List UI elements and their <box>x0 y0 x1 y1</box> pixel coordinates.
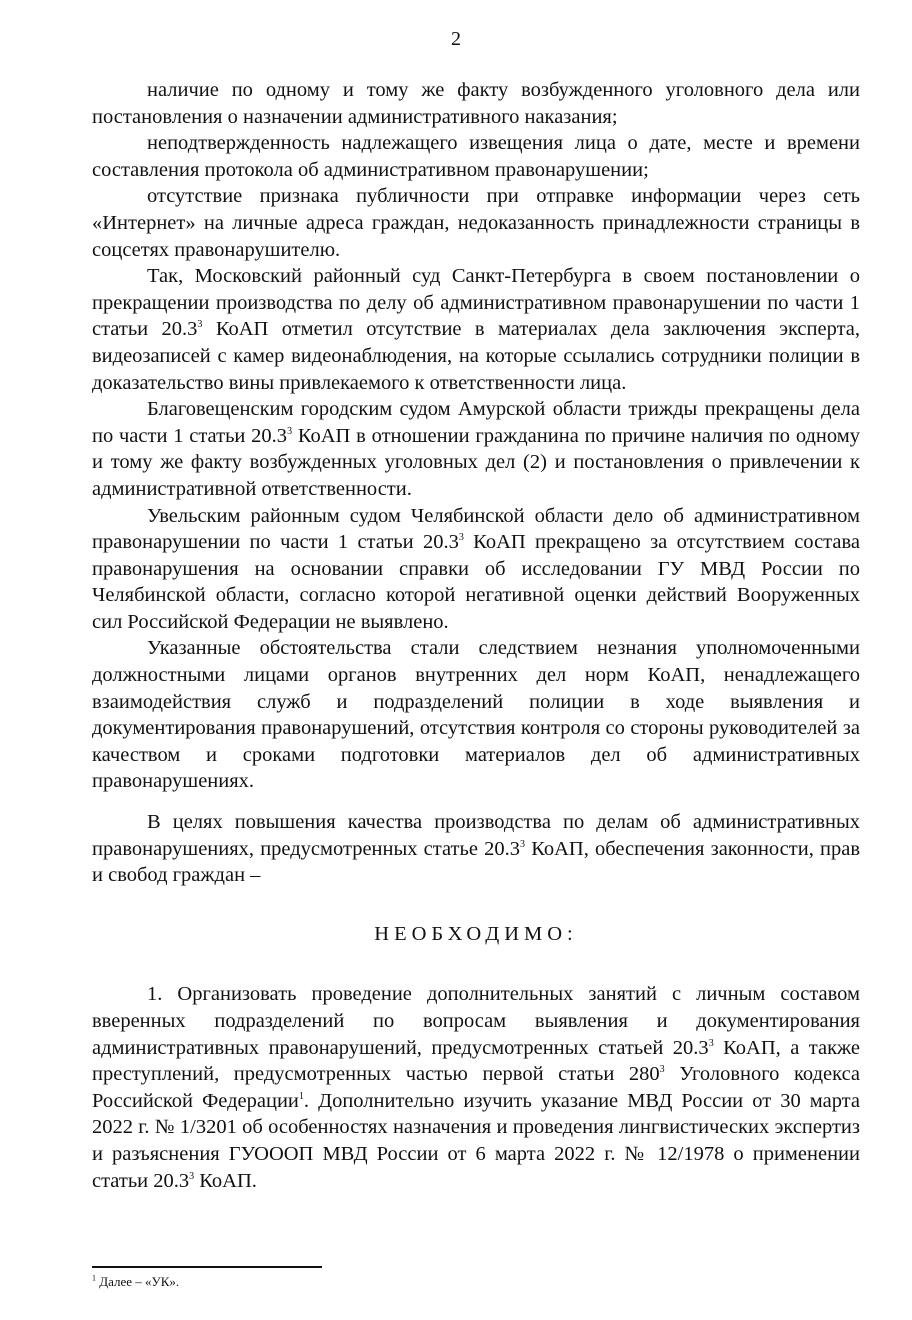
footnote-reference[interactable]: 1 <box>298 1090 304 1102</box>
item-1-part-d: . Дополнительно изучить указание МВД России от 30 марта 2022 г. № 1/3201 об особенностях назначения и проведения лингвистических экспертиз и разъяснения ГУОООП МВД России от 6 марта 2022 г. № 12/1978 о применении статьи 20.3 <box>92 1089 860 1192</box>
document-body <box>92 77 860 1194</box>
item-1-part-b: КоАП, а также преступлений, предусмотренных частью первой статьи 280 <box>92 1036 861 1086</box>
superscript-3: 3 <box>197 319 203 331</box>
paragraph-4-tail: КоАП отметил отсутствие в материалах дела заключения эксперта, видеозаписей с камер видеонаблюдения, на которые ссылались сотрудники полиции в доказательство вины привлекаемого к ответственности лица. <box>92 318 861 394</box>
page-number: 2 <box>451 28 461 50</box>
footnote-mark: 1 <box>92 1273 96 1283</box>
paragraph-8-tail: КоАП, обеспечения законности, прав и свобод граждан – <box>92 837 861 887</box>
superscript-3: 3 <box>659 1064 665 1076</box>
paragraph-5-tail: КоАП в отношении гражданина по причине наличия по одному и тому же факту возбужденных уголовных дел (2) и постановления о привлечении к административной ответственности. <box>92 424 860 500</box>
footnote <box>92 1274 179 1290</box>
superscript-3: 3 <box>458 532 464 544</box>
paragraph-7: Указанные обстоятельства стали следствием незнания уполномоченными должностными лицами органов внутренних дел норм КоАП, ненадлежащего взаимодействия служб и подразделений полиции в ходе выявления и документирования правонарушений, отсутствия контроля со стороны руководителей за качеством и сроками подготовки материалов дел об административных правонарушениях. <box>92 637 860 793</box>
paragraph-3: отсутствие признака публичности при отправке информации через сеть «Интернет» на личные адреса граждан, недоказанность принадлежности страницы в соцсетях правонарушителю. <box>92 185 860 261</box>
paragraph-6 <box>92 503 860 636</box>
paragraph-2: неподтвержденность надлежащего извещения лица о дате, месте и времени составления протокола об административном правонарушении; <box>92 132 860 181</box>
superscript-3: 3 <box>520 838 526 850</box>
superscript-3: 3 <box>189 1170 195 1182</box>
superscript-3: 3 <box>287 425 293 437</box>
paragraph-1: наличие по одному и тому же факту возбужденного уголовного дела или постановления о назначении административного наказания; <box>92 79 860 128</box>
item-1-part-e: КоАП. <box>199 1169 257 1192</box>
paragraph-8-text: В целях повышения качества производства по делам об административных правонарушениях, предусмотренных статье 20.3 <box>92 811 860 860</box>
footnote-divider <box>92 1266 322 1268</box>
footnote-text: Далее – «УК». <box>99 1274 180 1289</box>
superscript-3: 3 <box>708 1037 714 1049</box>
paragraph-6-tail: КоАП прекращено за отсутствием состава правонарушения на основании справки об исследовании ГУ МВД России по Челябинской области, согласно которой негативной оценки действий Вооруженных сил Российской Федерации не выявлено. <box>92 531 860 633</box>
paragraph-6-text: Увельским районным судом Челябинской области дело об административном правонарушении по части 1 статьи 20.3 <box>92 504 860 554</box>
directive-item-1 <box>92 981 860 1194</box>
paragraph-5 <box>92 396 860 502</box>
paragraph-4-text: Так, Московский районный суд Санкт-Петербурга в своем постановлении о прекращении производства по делу об административном правонарушении по части 1 статьи 20.3 <box>92 265 860 341</box>
item-1-part-c: Уголовного кодекса Российской Федерации <box>92 1063 861 1112</box>
item-1-part-a: 1. Организовать проведение дополнительных занятий с личным составом вверенных подразделений по вопросам выявления и документирования административных правонарушений, предусмотренных статьей 20.3 <box>92 983 860 1059</box>
paragraph-8 <box>92 809 860 889</box>
paragraph-5-text: Благовещенским городским судом Амурской области трижды прекращены дела по части 1 статьи 20.3 <box>92 398 860 447</box>
paragraph-4 <box>92 263 860 396</box>
section-heading: НЕОБХОДИМО: <box>374 922 578 945</box>
